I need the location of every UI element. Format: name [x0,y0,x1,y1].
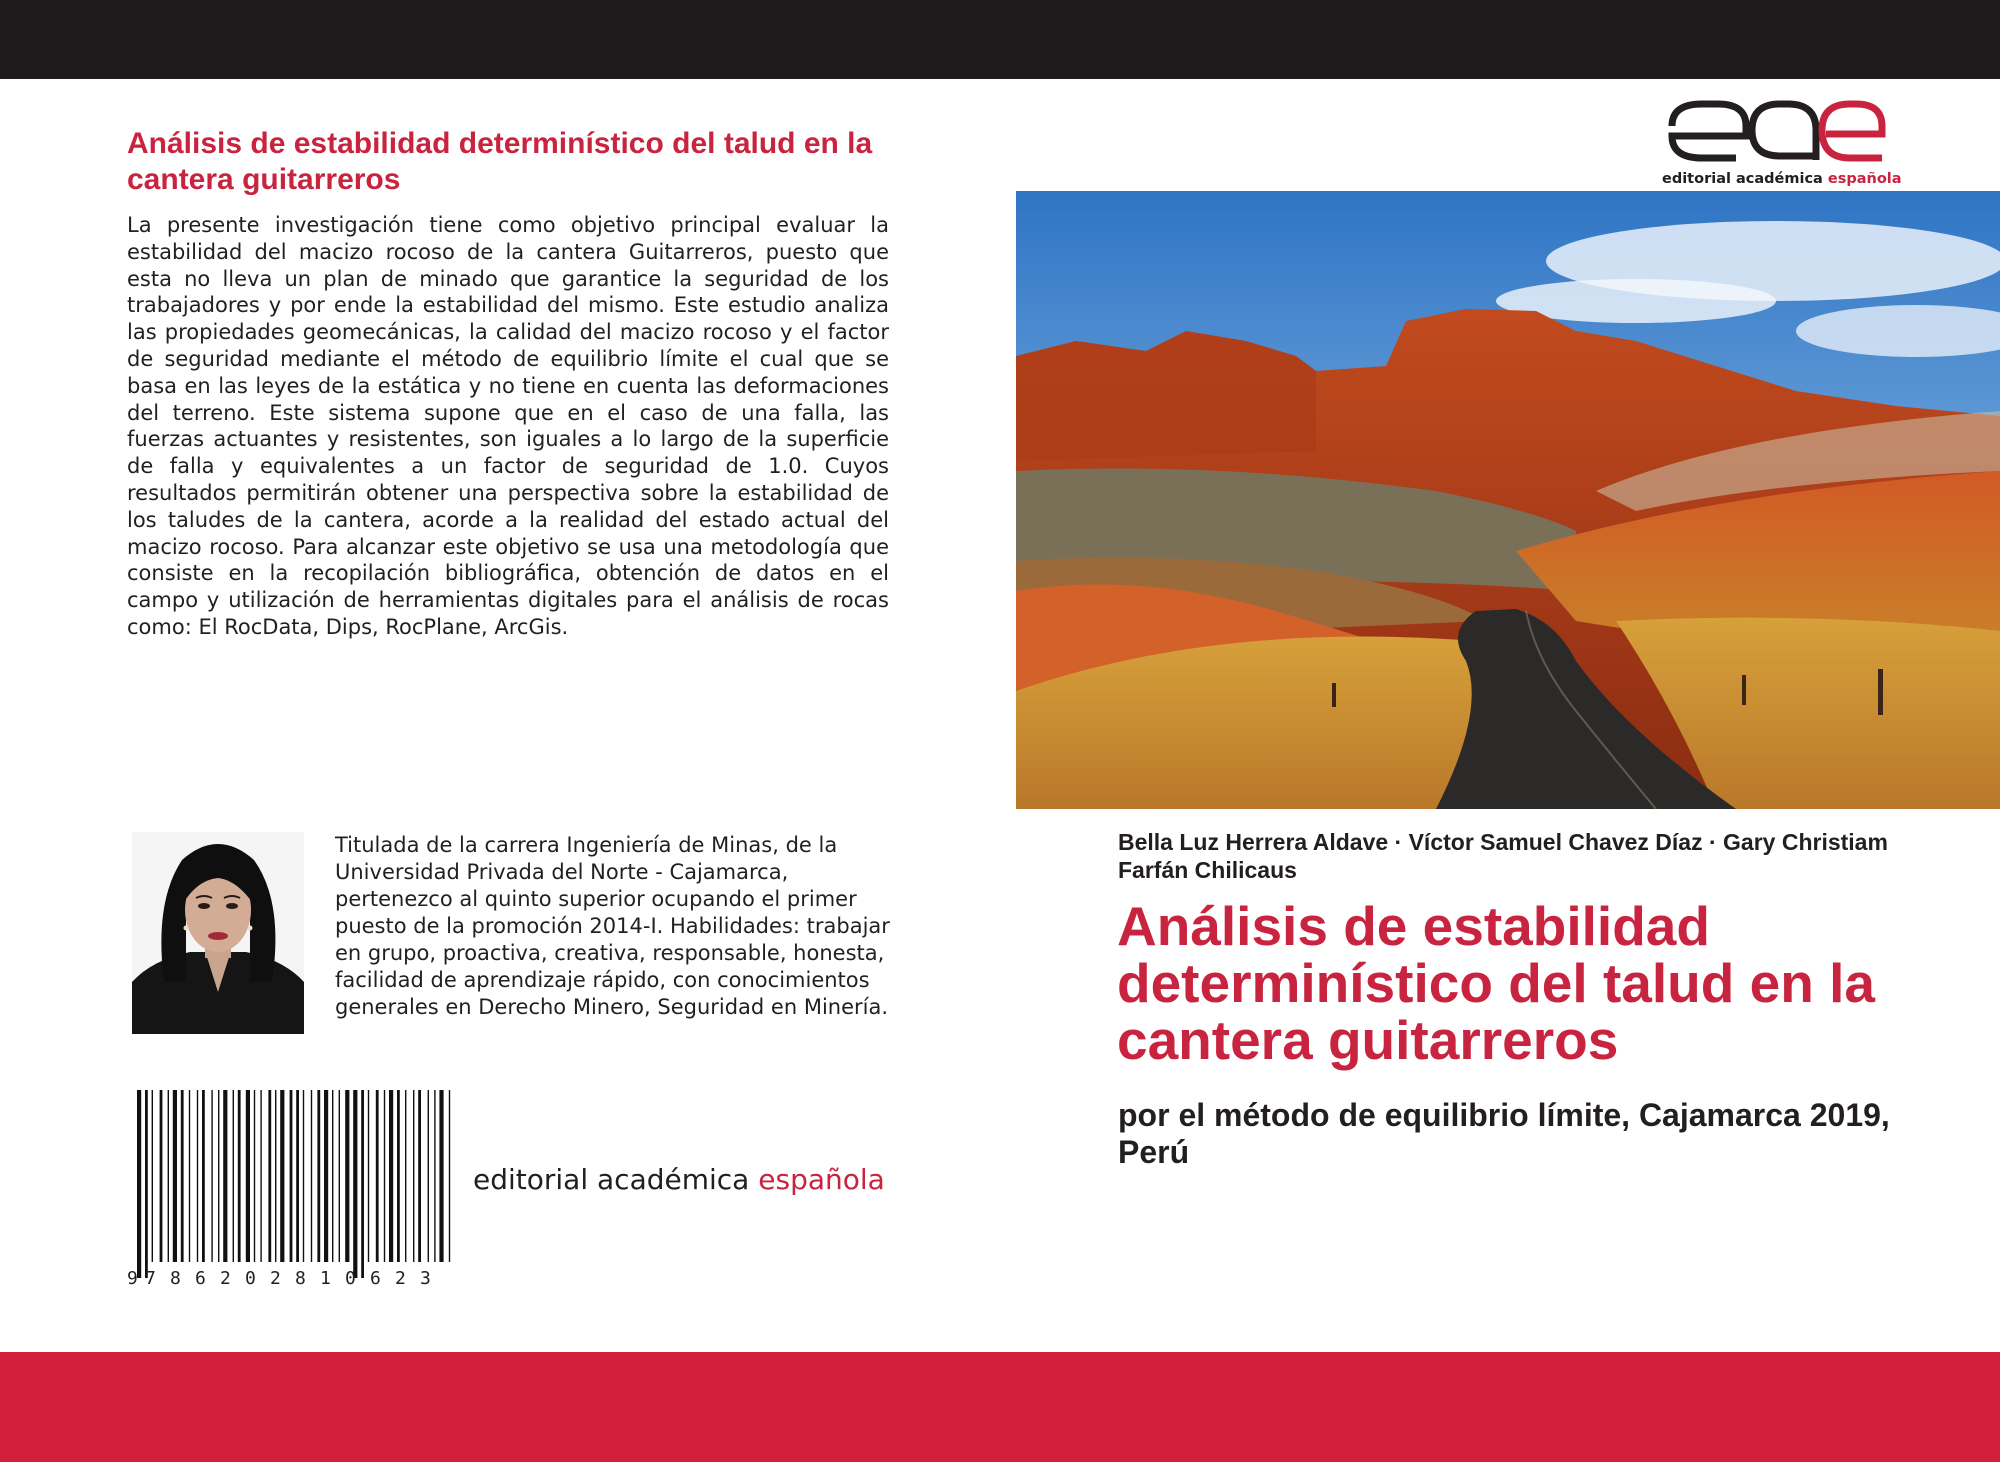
barcode-bar [152,1090,153,1262]
cover-landscape-image [1016,191,2000,809]
barcode-bar [449,1090,450,1262]
barcode-bar [275,1090,276,1262]
barcode-bar [189,1090,190,1262]
barcode-bar [311,1090,312,1262]
barcode-bar [376,1090,379,1262]
back-publisher-accent: española [758,1163,885,1196]
logo-caption [1662,170,1902,188]
barcode-bar [361,1090,364,1278]
barcode-bar [218,1090,219,1262]
isbn-digit: 2 [220,1268,231,1289]
isbn-digit: 3 [420,1268,431,1289]
barcode-bar [405,1090,406,1262]
barcode-bar [324,1090,328,1262]
front-authors: Bella Luz Herrera Aldave · Víctor Samuel Chavez Díaz · Gary Christiam Farfán Chilicaus [1118,829,1888,883]
logo-caption-main: editorial académica [1662,171,1828,187]
barcode-bar [223,1090,227,1262]
barcode-bar [145,1090,148,1278]
barcode-bar [246,1090,250,1262]
barcode-bar [353,1090,357,1278]
isbn-digit: 0 [245,1268,256,1289]
isbn-barcode [127,1090,455,1289]
barcode-bar [137,1090,141,1278]
barcode-bar [413,1090,414,1262]
barcode-bar [339,1090,340,1262]
isbn-digit: 6 [195,1268,206,1289]
isbn-digit: 0 [345,1268,356,1289]
barcode-bar [233,1090,234,1262]
isbn-digit: 9 [127,1268,138,1289]
barcode-bar [202,1090,205,1262]
barcode-bar [345,1090,349,1262]
barcode-bar [418,1090,421,1262]
barcode-bar [384,1090,385,1262]
barcode-bar [181,1090,184,1262]
barcode-bar [428,1090,429,1262]
barcode-bar [332,1090,333,1262]
barcode-bar [397,1090,400,1262]
barcode-bar [160,1090,163,1262]
bottom-band [0,1352,2000,1462]
barcode-bar [238,1090,241,1262]
isbn-digit: 8 [295,1268,306,1289]
barcode-bar [296,1090,299,1262]
barcode-bar [368,1090,369,1262]
barcode-bar [211,1090,212,1262]
isbn-digit: 1 [320,1268,331,1289]
back-cover-title: Análisis de estabilidad determinístico del talud en la cantera guitarreros [127,127,873,196]
barcode-bar [268,1090,271,1262]
barcode-bar [439,1090,443,1262]
barcode-bar [290,1090,293,1262]
barcode-bar [317,1090,320,1262]
isbn-digit: 2 [270,1268,281,1289]
logo-caption-accent: española [1827,171,1902,187]
barcode-bar [168,1090,169,1262]
author-bio: Titulada de la carrera Ingeniería de Minas, de la Universidad Privada del Norte - Cajamarca, pertenezco al quinto superior ocupando el primer puesto de la promoción 2014-I. Habilidades: trabajar en grupo, proactiva, creativa, responsable, honesta, facilidad de aprendizaje rápido, con conocimientos generales en Derecho Minero, Seguridad en Minería. [335,833,890,1019]
back-publisher-name: editorial académica [473,1163,759,1196]
barcode-bar [303,1090,304,1262]
isbn-digit: 8 [170,1268,181,1289]
isbn-digit: 6 [370,1268,381,1289]
top-band [0,0,2000,79]
front-cover-title: Análisis de estabilidad determinístico del talud en la cantera guitarreros [1117,895,1875,1071]
back-cover-blurb: La presente investigación tiene como objetivo principal evaluar la estabilidad del macizo rocoso de la cantera Guitarreros, puesto que esta no lleva un plan de minado que garantice la seguridad de los trabajadores y por ende la estabilidad del mismo. Este estudio analiza las propiedades geomecánicas, la calidad del macizo rocoso y el factor de seguridad mediante el método de equilibrio límite el cual que se basa en las leyes de la estática y no tiene en cuenta las deformaciones del terreno. Este sistema supone que en el caso de una falla, las fuerzas actuantes y resistentes, son iguales a lo largo de la superficie de falla y equivalentes a un factor de seguridad de 1.0. Cuyos resultados permitirán obtener una perspectiva sobre la estabilidad de los taludes de la cantera, acorde a la realidad del estado actual del macizo rocoso. Para alcanzar este objetivo se usa una metodología que consiste en la recopilación bibliográfica, obtención de datos en el campo y utilización de herramientas digitales para el análisis de rocas como: El RocData, Dips, RocPlane, ArcGis. [127,213,889,639]
barcode-bar [260,1090,261,1262]
barcode-bar [173,1090,177,1262]
barcode-bar [197,1090,198,1262]
barcode-bar [280,1090,284,1262]
front-cover-subtitle: por el método de equilibrio límite, Cajamarca 2019, Perú [1118,1097,1890,1170]
isbn-digit: 2 [395,1268,406,1289]
barcode-bar [254,1090,255,1262]
barcode-bar [389,1090,393,1262]
barcode-bar [434,1090,435,1262]
author-photo [132,832,304,1034]
back-publisher-imprint [473,1163,885,1197]
isbn-digit: 7 [145,1268,156,1289]
